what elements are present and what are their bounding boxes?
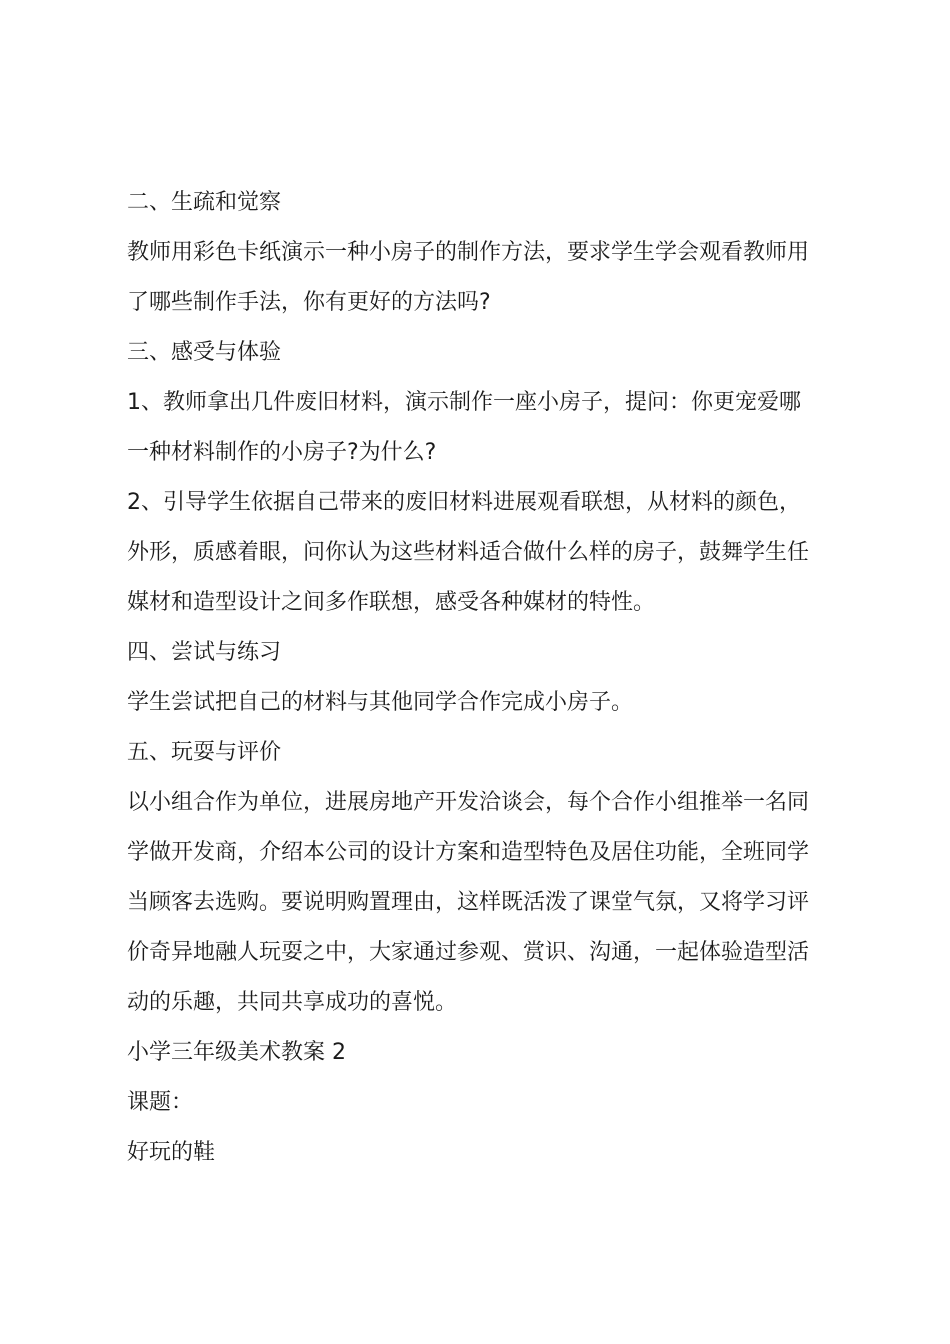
paragraph-line: 了哪些制作手法，你有更好的方法吗? — [127, 290, 491, 315]
paragraph-line: 以小组合作为单位，进展房地产开发洽谈会，每个合作小组推举一名同 — [127, 790, 810, 815]
topic-label: 课题： — [127, 1090, 194, 1115]
paragraph-line: 动的乐趣，共同共享成功的喜悦。 — [127, 990, 458, 1015]
document-body — [127, 178, 832, 1178]
section-heading-5: 五、玩耍与评价 — [127, 740, 282, 765]
paragraph-line: 1、教师拿出几件废旧材料，演示制作一座小房子，提问：你更宠爱哪 — [127, 390, 801, 415]
section-heading-4: 四、尝试与练习 — [127, 640, 282, 665]
topic-value: 好玩的鞋 — [127, 1140, 216, 1165]
section-heading-2: 二、生疏和觉察 — [127, 190, 282, 215]
section-heading-3: 三、感受与体验 — [127, 340, 282, 365]
paragraph-line: 媒材和造型设计之间多作联想，感受各种媒材的特性。 — [127, 590, 656, 615]
paragraph-line: 外形，质感着眼，问你认为这些材料适合做什么样的房子，鼓舞学生任 — [127, 540, 810, 565]
paragraph-line: 当顾客去选购。要说明购置理由，这样既活泼了课堂气氛，又将学习评 — [127, 890, 810, 915]
lesson-plan-title: 小学三年级美术教案 2 — [127, 1040, 346, 1065]
paragraph-line: 学生尝试把自己的材料与其他同学合作完成小房子。 — [127, 690, 634, 715]
paragraph-line: 一种材料制作的小房子?为什么? — [127, 440, 437, 465]
paragraph-line: 教师用彩色卡纸演示一种小房子的制作方法，要求学生学会观看教师用 — [127, 240, 810, 265]
paragraph-line: 学做开发商，介绍本公司的设计方案和造型特色及居住功能，全班同学 — [127, 840, 810, 865]
paragraph-line: 2、引导学生依据自己带来的废旧材料进展观看联想，从材料的颜色， — [127, 490, 801, 515]
paragraph-line: 价奇异地融人玩耍之中，大家通过参观、赏识、沟通，一起体验造型活 — [127, 940, 810, 965]
